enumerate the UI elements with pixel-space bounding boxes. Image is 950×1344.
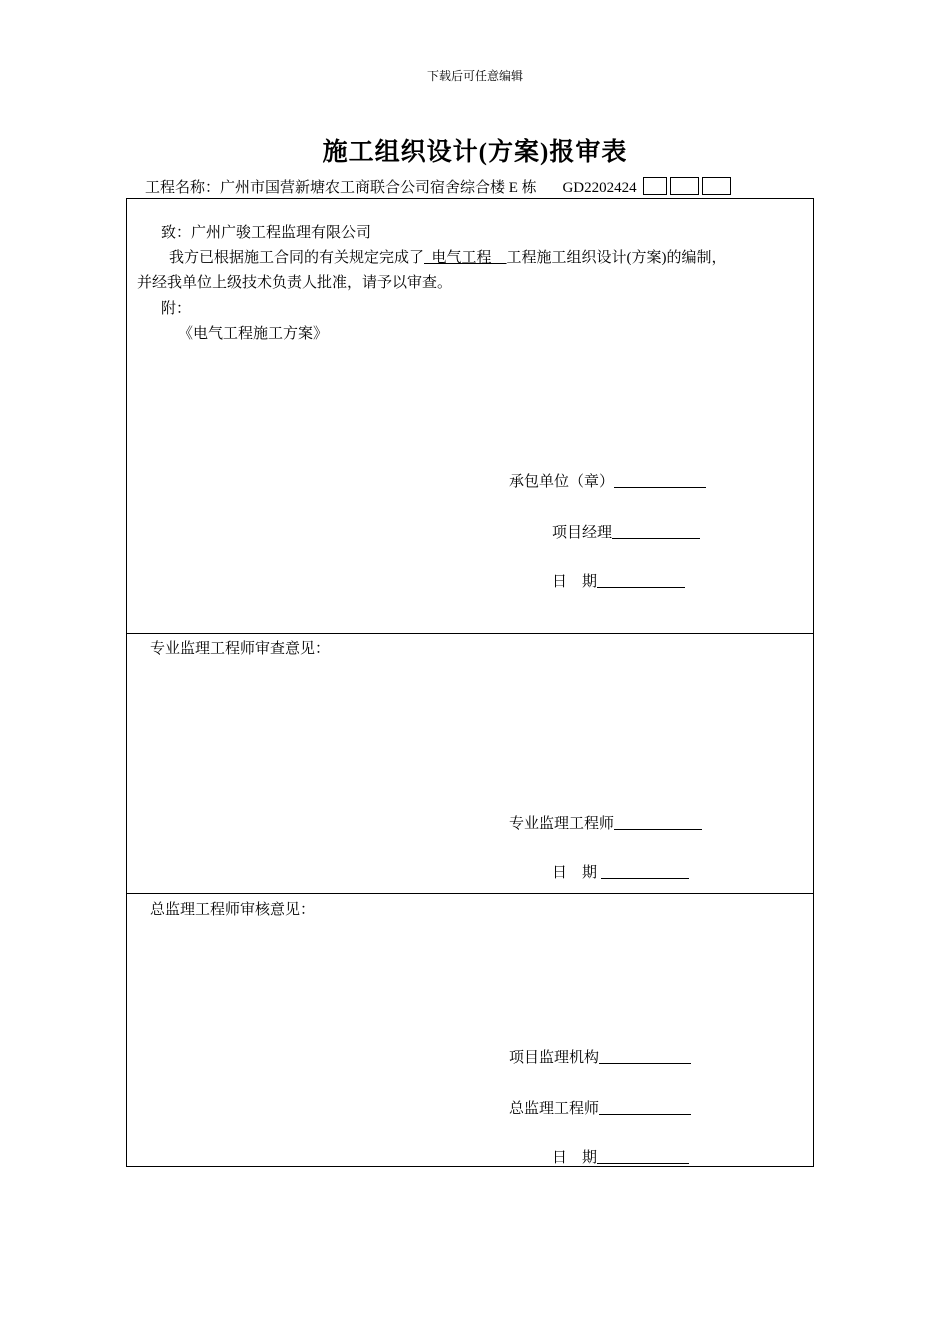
chief-line (509, 1097, 691, 1118)
date-field-2[interactable] (601, 861, 689, 879)
body-line-2: 并经我单位上级技术负责人批准，请予以审查。 (137, 275, 453, 291)
manager-line (552, 521, 700, 542)
form-table (126, 198, 814, 1167)
attachment-item: 《电气工程施工方案》 (178, 326, 329, 342)
engineer-line (509, 812, 702, 833)
date-line-1 (552, 570, 685, 591)
project-label: 工程名称： (145, 180, 221, 196)
date-field-3[interactable] (597, 1146, 689, 1164)
date-line-2 (552, 861, 689, 882)
contractor-line (509, 470, 706, 491)
manager-signature-field[interactable] (612, 521, 700, 539)
engineer-label: 专业监理工程师 (509, 816, 615, 832)
chief-label: 总监理工程师 (509, 1101, 600, 1117)
org-label: 项目监理机构 (509, 1050, 600, 1066)
manager-label: 项目经理 (552, 525, 613, 541)
chief-signature-field[interactable] (599, 1097, 691, 1115)
project-name: 广州市国营新塘农工商联合公司宿舍综合楼 E 栋 (220, 180, 537, 196)
contractor-signature-field[interactable] (614, 470, 706, 488)
body-suffix: 工程施工组织设计(方案)的编制， (506, 250, 727, 266)
date-label: 日 期 (552, 1150, 598, 1166)
org-line (509, 1046, 691, 1067)
engineer-signature-field[interactable] (614, 812, 702, 830)
to-value: 广州广骏工程监理有限公司 (191, 225, 372, 241)
project-line (145, 176, 731, 197)
section-divider-1 (126, 633, 814, 634)
project-code: GD2202424 (562, 180, 637, 196)
date-line-3 (552, 1146, 689, 1167)
attach-label: 附： (161, 301, 192, 317)
date-field-1[interactable] (597, 570, 685, 588)
chief-review-heading: 总监理工程师审核意见： (150, 902, 316, 918)
org-signature-field[interactable] (599, 1046, 691, 1064)
date-label: 日 期 (552, 865, 598, 881)
work-item[interactable]: 电气工程 (424, 250, 507, 266)
code-box-1[interactable] (643, 177, 667, 195)
section-divider-2 (126, 893, 814, 894)
to-label: 致： (161, 225, 192, 241)
body-line-1 (169, 246, 727, 267)
code-box-2[interactable] (670, 177, 699, 195)
contractor-label: 承包单位（章） (509, 474, 615, 490)
header-note: 下载后可任意编辑 (426, 69, 523, 83)
date-label: 日 期 (552, 574, 598, 590)
code-box-3[interactable] (702, 177, 731, 195)
addressee-line (161, 221, 371, 242)
page-title: 施工组织设计(方案)报审表 (322, 139, 628, 166)
review-heading: 专业监理工程师审查意见： (150, 641, 331, 657)
body-prefix: 我方已根据施工合同的有关规定完成了 (169, 250, 425, 266)
